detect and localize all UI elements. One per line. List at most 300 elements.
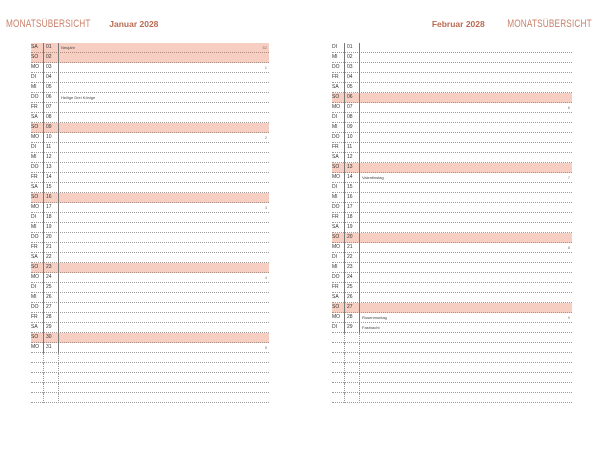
column-divider — [359, 173, 360, 183]
column-divider — [359, 283, 360, 293]
weekday-label: SO — [332, 94, 340, 100]
day-number: 22 — [347, 254, 353, 260]
blank-note-row[interactable] — [332, 363, 572, 373]
column-divider — [344, 113, 345, 123]
day-row[interactable] — [31, 293, 269, 303]
column-divider — [344, 63, 345, 73]
day-number: 02 — [46, 54, 52, 60]
column-divider — [359, 123, 360, 133]
week-number: 8 — [567, 245, 570, 250]
column-divider — [344, 53, 345, 63]
day-row[interactable] — [31, 323, 269, 333]
day-row[interactable] — [31, 183, 269, 193]
column-divider — [43, 43, 44, 53]
column-divider — [359, 153, 360, 163]
weekday-label: MO — [332, 104, 341, 110]
weekday-label: SA — [31, 254, 38, 260]
day-row[interactable] — [332, 283, 572, 293]
day-row[interactable] — [332, 233, 572, 243]
column-divider — [344, 343, 345, 353]
column-divider — [344, 173, 345, 183]
column-divider — [58, 373, 59, 383]
blank-note-row[interactable] — [31, 383, 269, 393]
day-row[interactable] — [31, 173, 269, 183]
column-divider — [344, 193, 345, 203]
day-number: 08 — [46, 114, 52, 120]
column-divider — [43, 53, 44, 63]
holiday-note: Valentinstag — [362, 175, 384, 180]
day-row[interactable] — [332, 133, 572, 143]
column-divider — [43, 73, 44, 83]
day-row[interactable] — [332, 223, 572, 233]
day-number: 14 — [347, 174, 353, 180]
weekday-label: DI — [31, 144, 36, 150]
weekday-label: SA — [31, 44, 38, 50]
blank-note-row[interactable] — [332, 333, 572, 343]
day-number: 03 — [347, 64, 353, 70]
day-number: 09 — [347, 124, 353, 130]
weekday-label: MO — [31, 344, 40, 350]
day-row[interactable] — [332, 153, 572, 163]
day-row[interactable] — [31, 283, 269, 293]
weekday-label: MI — [332, 54, 338, 60]
day-row[interactable] — [332, 193, 572, 203]
column-divider — [359, 293, 360, 303]
column-divider — [344, 263, 345, 273]
column-divider — [58, 383, 59, 393]
column-divider — [359, 253, 360, 263]
day-row[interactable] — [332, 63, 572, 73]
column-divider — [344, 283, 345, 293]
day-number: 26 — [46, 294, 52, 300]
column-divider — [344, 373, 345, 383]
day-number: 10 — [46, 134, 52, 140]
column-divider — [58, 243, 59, 253]
weekday-label: SA — [332, 84, 339, 90]
column-divider — [58, 253, 59, 263]
column-divider — [43, 313, 44, 323]
weekday-label: SA — [31, 324, 38, 330]
day-number: 05 — [46, 84, 52, 90]
day-row[interactable] — [332, 53, 572, 63]
column-divider — [58, 203, 59, 213]
day-number: 06 — [46, 94, 52, 100]
week-number: 9 — [567, 315, 570, 320]
weekday-label: MI — [332, 264, 338, 270]
weekday-label: MO — [31, 204, 40, 210]
day-number: 13 — [46, 164, 52, 170]
day-number: 11 — [347, 144, 353, 150]
column-divider — [344, 353, 345, 363]
column-divider — [58, 53, 59, 63]
column-divider — [58, 123, 59, 133]
day-row[interactable] — [31, 263, 269, 273]
column-divider — [359, 183, 360, 193]
weekday-label: FR — [332, 74, 339, 80]
weekday-label: MO — [31, 274, 40, 280]
day-number: 12 — [46, 154, 52, 160]
week-number: 3 — [264, 205, 267, 210]
day-row[interactable] — [332, 73, 572, 83]
column-divider — [58, 83, 59, 93]
column-divider — [344, 303, 345, 313]
column-divider — [359, 393, 360, 403]
day-row[interactable] — [332, 143, 572, 153]
day-number: 09 — [46, 124, 52, 130]
column-divider — [58, 353, 59, 363]
weekday-label: FR — [31, 314, 38, 320]
weekday-label: SO — [31, 264, 39, 270]
day-number: 20 — [46, 234, 52, 240]
day-row[interactable] — [31, 313, 269, 323]
weekday-label: SA — [332, 224, 339, 230]
column-divider — [344, 123, 345, 133]
column-divider — [359, 273, 360, 283]
column-divider — [344, 73, 345, 83]
column-divider — [344, 393, 345, 403]
column-divider — [344, 213, 345, 223]
weekday-label: MO — [332, 244, 341, 250]
column-divider — [43, 203, 44, 213]
weekday-label: SA — [31, 114, 38, 120]
week-number: 1 — [264, 65, 267, 70]
day-number: 23 — [46, 264, 52, 270]
day-row[interactable] — [31, 333, 269, 343]
day-row[interactable] — [31, 213, 269, 223]
day-number: 03 — [46, 64, 52, 70]
column-divider — [58, 73, 59, 83]
column-divider — [58, 213, 59, 223]
day-number: 08 — [347, 114, 353, 120]
column-divider — [43, 283, 44, 293]
column-divider — [43, 263, 44, 273]
column-divider — [58, 43, 59, 53]
column-divider — [43, 193, 44, 203]
weekday-label: DO — [332, 204, 340, 210]
weekday-label: SA — [31, 184, 38, 190]
weekday-label: MO — [332, 314, 341, 320]
column-divider — [359, 353, 360, 363]
column-divider — [344, 93, 345, 103]
column-divider — [359, 213, 360, 223]
day-number: 23 — [347, 264, 353, 270]
column-divider — [359, 193, 360, 203]
column-divider — [58, 273, 59, 283]
day-number: 01 — [347, 44, 353, 50]
column-divider — [359, 63, 360, 73]
day-row[interactable] — [31, 53, 269, 63]
column-divider — [359, 203, 360, 213]
holiday-note: Rosenmontag — [362, 315, 387, 320]
day-number: 21 — [46, 244, 52, 250]
left-page-header — [6, 14, 158, 32]
day-row[interactable] — [332, 183, 572, 193]
day-row[interactable] — [31, 113, 269, 123]
blank-note-row[interactable] — [31, 363, 269, 373]
weekday-label: FR — [332, 144, 339, 150]
column-divider — [43, 133, 44, 143]
day-number: 05 — [347, 84, 353, 90]
blank-note-row[interactable] — [332, 373, 572, 383]
column-divider — [344, 133, 345, 143]
column-divider — [344, 43, 345, 53]
weekday-label: SA — [332, 294, 339, 300]
column-divider — [58, 133, 59, 143]
weekday-label: FR — [31, 104, 38, 110]
column-divider — [359, 243, 360, 253]
day-row[interactable] — [31, 133, 269, 143]
day-number: 30 — [46, 334, 52, 340]
day-number: 28 — [347, 314, 353, 320]
day-number: 19 — [46, 224, 52, 230]
column-divider — [359, 93, 360, 103]
day-row[interactable] — [31, 233, 269, 243]
column-divider — [344, 183, 345, 193]
january-day-list — [31, 43, 269, 403]
day-row[interactable] — [332, 103, 572, 113]
day-number: 18 — [347, 214, 353, 220]
column-divider — [344, 293, 345, 303]
column-divider — [58, 363, 59, 373]
day-number: 29 — [46, 324, 52, 330]
weekday-label: MO — [332, 174, 341, 180]
column-divider — [58, 163, 59, 173]
column-divider — [58, 113, 59, 123]
column-divider — [344, 323, 345, 333]
column-divider — [344, 273, 345, 283]
column-divider — [43, 183, 44, 193]
day-row[interactable] — [31, 93, 269, 103]
weekday-label: SO — [332, 164, 340, 170]
column-divider — [359, 373, 360, 383]
day-row[interactable] — [332, 123, 572, 133]
column-divider — [344, 363, 345, 373]
column-divider — [43, 273, 44, 283]
column-divider — [359, 343, 360, 353]
column-divider — [43, 153, 44, 163]
weekday-label: DI — [31, 214, 36, 220]
column-divider — [58, 153, 59, 163]
weekday-label: DI — [31, 74, 36, 80]
column-divider — [359, 323, 360, 333]
left-month-title: Januar 2028 — [109, 19, 159, 29]
column-divider — [43, 83, 44, 93]
day-row[interactable] — [332, 303, 572, 313]
day-number: 02 — [347, 54, 353, 60]
column-divider — [359, 303, 360, 313]
column-divider — [359, 143, 360, 153]
day-row[interactable] — [31, 203, 269, 213]
day-number: 07 — [46, 104, 52, 110]
column-divider — [43, 243, 44, 253]
day-row[interactable] — [332, 83, 572, 93]
day-row[interactable] — [31, 273, 269, 283]
blank-note-row[interactable] — [332, 383, 572, 393]
day-number: 11 — [46, 144, 52, 150]
weekday-label: SO — [31, 194, 39, 200]
blank-note-row[interactable] — [332, 393, 572, 403]
blank-note-row[interactable] — [31, 373, 269, 383]
weekday-label: DI — [332, 114, 337, 120]
day-row[interactable] — [31, 43, 269, 53]
day-row[interactable] — [31, 163, 269, 173]
day-row[interactable] — [31, 193, 269, 203]
day-row[interactable] — [332, 163, 572, 173]
column-divider — [344, 163, 345, 173]
blank-note-row[interactable] — [31, 353, 269, 363]
day-row[interactable] — [332, 173, 572, 183]
day-row[interactable] — [31, 143, 269, 153]
blank-note-row[interactable] — [31, 393, 269, 403]
day-number: 19 — [347, 224, 353, 230]
column-divider — [58, 323, 59, 333]
weekday-label: DO — [332, 64, 340, 70]
day-number: 24 — [46, 274, 52, 280]
column-divider — [344, 383, 345, 393]
right-header-label: MONATSÜBERSICHT — [507, 18, 592, 30]
column-divider — [359, 383, 360, 393]
column-divider — [359, 103, 360, 113]
day-number: 17 — [46, 204, 52, 210]
weekday-label: SO — [31, 54, 39, 60]
column-divider — [359, 133, 360, 143]
weekday-label: MI — [31, 154, 37, 160]
weekday-label: DO — [332, 134, 340, 140]
column-divider — [43, 143, 44, 153]
day-row[interactable] — [332, 93, 572, 103]
day-number: 21 — [347, 244, 353, 250]
weekday-label: SA — [332, 154, 339, 160]
day-row[interactable] — [31, 243, 269, 253]
week-number: 7 — [567, 175, 570, 180]
column-divider — [58, 183, 59, 193]
day-number: 26 — [347, 294, 353, 300]
column-divider — [344, 143, 345, 153]
column-divider — [43, 393, 44, 403]
weekday-label: DI — [332, 254, 337, 260]
day-row[interactable] — [332, 313, 572, 323]
day-row[interactable] — [31, 83, 269, 93]
column-divider — [43, 333, 44, 343]
column-divider — [58, 193, 59, 203]
weekday-label: DI — [332, 184, 337, 190]
day-number: 29 — [347, 324, 353, 330]
weekday-label: DO — [332, 274, 340, 280]
column-divider — [58, 223, 59, 233]
column-divider — [58, 303, 59, 313]
day-number: 04 — [46, 74, 52, 80]
weekday-label: MO — [31, 134, 40, 140]
column-divider — [43, 303, 44, 313]
day-row[interactable] — [31, 343, 269, 353]
weekday-label: DO — [31, 304, 39, 310]
column-divider — [359, 83, 360, 93]
blank-note-row[interactable] — [332, 353, 572, 363]
day-row[interactable] — [332, 293, 572, 303]
day-number: 07 — [347, 104, 353, 110]
day-number: 22 — [46, 254, 52, 260]
day-number: 31 — [46, 344, 52, 350]
column-divider — [359, 223, 360, 233]
day-row[interactable] — [31, 63, 269, 73]
column-divider — [359, 263, 360, 273]
column-divider — [58, 393, 59, 403]
holiday-note: Neujahr — [61, 45, 76, 50]
column-divider — [344, 103, 345, 113]
column-divider — [359, 363, 360, 373]
day-number: 17 — [347, 204, 353, 210]
day-row[interactable] — [332, 213, 572, 223]
weekday-label: MI — [332, 194, 338, 200]
column-divider — [58, 233, 59, 243]
day-row[interactable] — [332, 243, 572, 253]
weekday-label: SO — [332, 234, 340, 240]
weekday-label: MI — [31, 224, 37, 230]
weekday-label: MI — [31, 294, 37, 300]
day-number: 06 — [347, 94, 353, 100]
column-divider — [43, 213, 44, 223]
day-number: 25 — [46, 284, 52, 290]
left-header-label: MONATSÜBERSICHT — [6, 18, 91, 30]
column-divider — [43, 323, 44, 333]
day-number: 13 — [347, 164, 353, 170]
column-divider — [344, 253, 345, 263]
day-number: 28 — [46, 314, 52, 320]
column-divider — [58, 313, 59, 323]
weekday-label: DO — [31, 94, 39, 100]
blank-note-row[interactable] — [332, 343, 572, 353]
day-row[interactable] — [332, 273, 572, 283]
day-row[interactable] — [332, 323, 572, 333]
column-divider — [43, 113, 44, 123]
day-row[interactable] — [31, 103, 269, 113]
column-divider — [344, 223, 345, 233]
day-row[interactable] — [332, 203, 572, 213]
day-row[interactable] — [332, 263, 572, 273]
day-row[interactable] — [332, 253, 572, 263]
day-row[interactable] — [31, 153, 269, 163]
day-number: 15 — [46, 184, 52, 190]
holiday-note: Heilige Drei Könige — [61, 95, 96, 100]
day-row[interactable] — [31, 253, 269, 263]
weekday-label: FR — [332, 214, 339, 220]
week-number: 4 — [264, 275, 267, 280]
column-divider — [344, 313, 345, 323]
column-divider — [58, 263, 59, 273]
day-row[interactable] — [332, 113, 572, 123]
day-row[interactable] — [31, 123, 269, 133]
weekday-label: MO — [31, 64, 40, 70]
column-divider — [43, 223, 44, 233]
column-divider — [58, 63, 59, 73]
day-number: 15 — [347, 184, 353, 190]
column-divider — [344, 333, 345, 343]
weekday-label: MI — [31, 84, 37, 90]
day-row[interactable] — [31, 73, 269, 83]
column-divider — [43, 63, 44, 73]
column-divider — [359, 113, 360, 123]
day-number: 01 — [46, 44, 52, 50]
right-month-title: Februar 2028 — [431, 19, 485, 29]
day-number: 24 — [347, 274, 353, 280]
day-row[interactable] — [31, 223, 269, 233]
column-divider — [43, 93, 44, 103]
column-divider — [43, 373, 44, 383]
day-row[interactable] — [31, 303, 269, 313]
weekday-label: DI — [31, 284, 36, 290]
day-row[interactable] — [332, 43, 572, 53]
column-divider — [43, 293, 44, 303]
